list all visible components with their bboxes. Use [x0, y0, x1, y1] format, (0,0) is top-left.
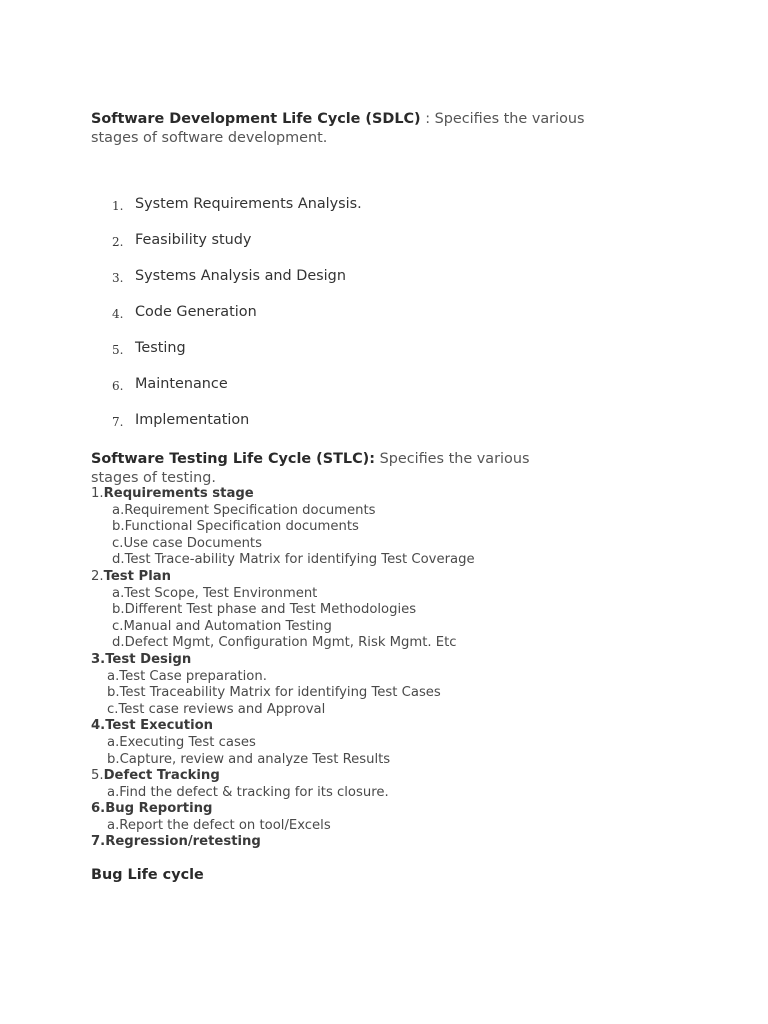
stage-number: 2.: [91, 568, 104, 584]
stlc-heading: [91, 450, 631, 488]
list-item-number: 6.: [112, 379, 124, 393]
stage-heading: [91, 718, 691, 735]
stage-subitem: b.Capture, review and analyze Test Results: [107, 751, 391, 767]
stage-number: 5.: [91, 768, 104, 784]
list-item-label: Code Generation: [135, 304, 257, 320]
list-item-number: 5.: [112, 343, 124, 357]
stage-subitem: a.Report the defect on tool/Excels: [107, 817, 331, 833]
stage-heading: [91, 768, 691, 785]
stlc-description-cont: stages of testing.: [91, 470, 216, 486]
list-item: [0, 412, 768, 432]
list-item-number: 1.: [112, 199, 124, 213]
list-item: [0, 340, 768, 360]
list-item-number: 2.: [112, 235, 124, 249]
list-item-label: System Requirements Analysis.: [135, 196, 362, 212]
stage-number: 6.: [91, 801, 106, 817]
stage-subitem: b.Different Test phase and Test Methodologies: [112, 602, 417, 618]
list-item: [0, 268, 768, 288]
stage-number: 7.: [91, 834, 106, 850]
stage-subitem: a.Test Case preparation.: [107, 668, 267, 684]
stage-subitem: c.Use case Documents: [112, 535, 262, 551]
stage-subitem: a.Test Scope, Test Environment: [112, 585, 318, 601]
stage-heading: [91, 569, 691, 586]
stage-heading: [91, 486, 691, 503]
stage-subitem: a.Executing Test cases: [107, 734, 256, 750]
list-item-number: 4.: [112, 307, 124, 321]
stage-subitem: b.Functional Specification documents: [112, 519, 359, 535]
stage-heading: [91, 801, 691, 818]
list-item: [0, 232, 768, 252]
stage-title: Bug Reporting: [105, 801, 213, 817]
sdlc-title: Software Development Life Cycle (SDLC): [91, 111, 421, 127]
stage-subitem: c.Test case reviews and Approval: [107, 701, 326, 717]
list-item-number: 3.: [112, 271, 124, 285]
stage-subitem: d.Defect Mgmt, Configuration Mgmt, Risk Mgmt. Etc: [112, 635, 457, 651]
list-item: [0, 376, 768, 396]
list-item-label: Feasibility study: [135, 232, 252, 248]
bug-life-cycle-heading: Bug Life cycle: [91, 867, 204, 883]
sdlc-heading: [91, 110, 631, 148]
stage-number: 4.: [91, 718, 106, 734]
sdlc-description-cont: stages of software development.: [91, 130, 328, 146]
stage-title: Test Plan: [103, 568, 171, 584]
stage-heading: [91, 652, 691, 669]
stage-title: Regression/retesting: [105, 834, 261, 850]
list-item-label: Systems Analysis and Design: [135, 268, 346, 284]
stage-subitem: d.Test Trace-ability Matrix for identifying Test Coverage: [112, 552, 475, 568]
stage-subitem: a.Find the defect & tracking for its closure.: [107, 784, 389, 800]
stage-title: Requirements stage: [103, 486, 254, 501]
stage-subitem: c.Manual and Automation Testing: [112, 618, 332, 634]
stage-title: Test Design: [105, 651, 192, 667]
sdlc-description: : Specifies the various: [420, 111, 585, 127]
stage-subitem: a.Requirement Specification documents: [112, 502, 376, 518]
stage-title: Defect Tracking: [103, 768, 220, 784]
stage-heading: [91, 834, 691, 851]
list-item-label: Maintenance: [135, 376, 228, 392]
stlc-description: Specifies the various: [375, 451, 530, 467]
stage-subitem: b.Test Traceability Matrix for identifying Test Cases: [107, 685, 441, 701]
list-item-label: Testing: [135, 340, 186, 356]
stage-title: Test Execution: [105, 718, 214, 734]
list-item-label: Implementation: [135, 412, 250, 428]
stlc-stages: [91, 486, 691, 851]
list-item-number: 7.: [112, 415, 124, 429]
list-item: [0, 304, 768, 324]
stlc-title: Software Testing Life Cycle (STLC):: [91, 451, 375, 467]
stage-number: 3.: [91, 651, 106, 667]
stage-number: 1.: [91, 486, 104, 501]
list-item: [0, 196, 768, 216]
